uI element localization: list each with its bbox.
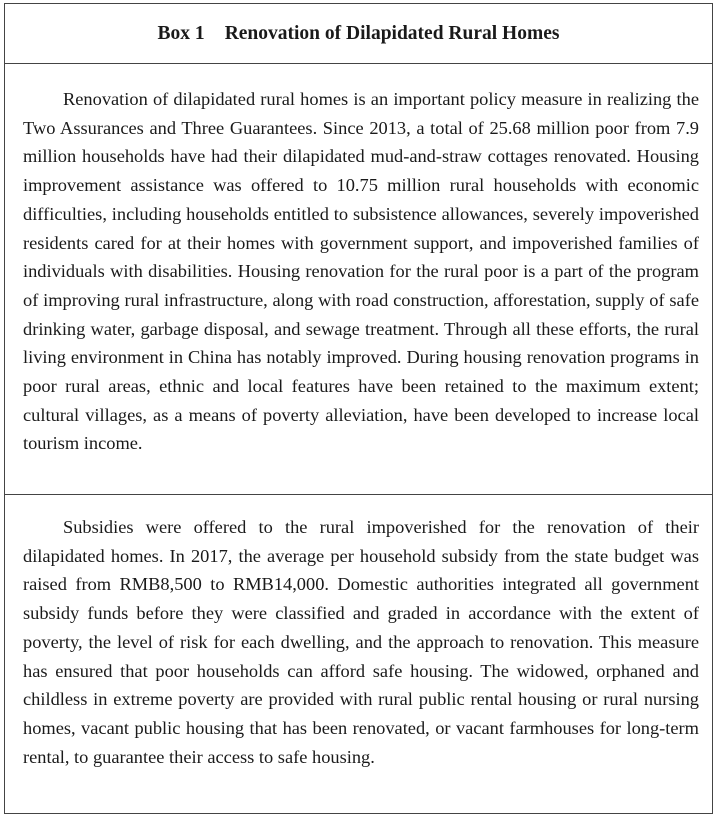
box-header (5, 4, 712, 64)
text-box (4, 3, 713, 814)
box-number: Box 1 (157, 22, 205, 44)
paragraph: Renovation of dilapidated rural homes is an important policy measure in realizing the Two Assurances and Three Guarantees. Since 2013, a total of 25.68 million poor from 7.9 million households have had their dilapidated mud-and-straw cottages renovated. Housing improvement assistance was offered to 10.75 million rural households with economic difficulties, including households entitled to subsistence allowances, severely impoverished residents cared for at their homes with government support, and impoverished families of individuals with disabilities. Housing renovation for the rural poor is a part of the program of improving rural infrastructure, along with road construction, afforestation, supply of safe drinking water, garbage disposal, and sewage treatment. Through all these efforts, the rural living environment in China has notably improved. During housing renovation programs in poor rural areas, ethnic and local features have been retained to the maximum extent; cultural villages, as a means of poverty alleviation, have been developed to increase local tourism income. (23, 89, 699, 454)
box-title: Renovation of Dilapidated Rural Homes (224, 22, 560, 44)
box-section-2 (5, 495, 712, 771)
paragraph: Subsidies were offered to the rural impoverished for the renovation of their dilapidated homes. In 2017, the average per household subsidy from the state budget was raised from RMB8,500 to RMB14,000. Domestic authorities integrated all government subsidy funds before they were classified and graded in accordance with the extent of poverty, the level of risk for each dwelling, and the approach to renovation. This measure has ensured that poor households can afford safe housing. The widowed, orphaned and childless in extreme poverty are provided with rural public rental housing or rural nursing homes, vacant public housing that has been renovated, or vacant farmhouses for long-term rental, to guarantee their access to safe housing. (23, 517, 699, 767)
box-section-1 (5, 64, 712, 495)
